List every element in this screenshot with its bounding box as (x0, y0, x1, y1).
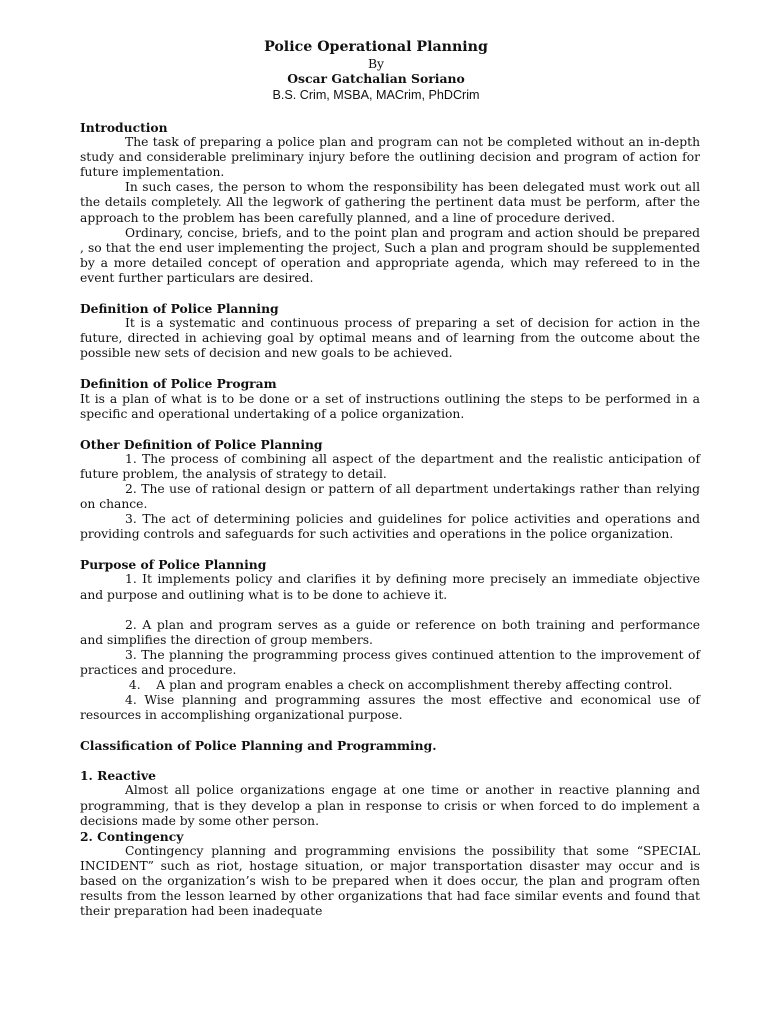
section-heading: Other Definition of Police Planning (80, 436, 323, 452)
paragraph: It is a plan of what is to be done or a set of instructions outlining the steps to be performed in a specific and operational undertaking of a police organization. (80, 391, 700, 421)
section-contingency (80, 829, 700, 920)
section-heading: 1. Reactive (80, 768, 156, 784)
section-heading: Classification of Police Planning and Programming. (80, 738, 437, 754)
list-item: 1. The process of combining all aspect of the department and the realistic anticipation of future problem, the analysis of strategy to detail. (80, 451, 700, 481)
section-heading: 2. Contingency (80, 828, 184, 844)
section-reactive (80, 768, 700, 828)
document-body (80, 120, 700, 919)
paragraph: It is a systematic and continuous process of preparing a set of decision for action in the future, directed in achieving goal by optimal means and of learning from the outcome about the possible new sets of decision and new goals to be achieved. (80, 316, 700, 361)
author-degrees: B.S. Crim, MSBA, MACrim, PhDCrim (272, 88, 480, 102)
list-item: 1. It implements policy and clarifies it by defining more precisely an immediate objective and purpose and outlining what is to be done to achieve it. (80, 572, 700, 602)
section-definition-planning (80, 301, 700, 361)
section-other-definition (80, 437, 700, 543)
byline-label: By (367, 56, 385, 71)
paragraph: In such cases, the person to whom the responsibility has been delegated must work out all the details completely. All the legwork of gathering the pertinent data must be perform, after the approach to the problem has been carefully planned, and a line of procedure derived. (80, 180, 700, 225)
list-item: 4. Wise planning and programming assures the most effective and economical use of resources in accomplishing organizational purpose. (80, 693, 700, 723)
paragraph: Almost all police organizations engage at one time or another in reactive planning and programming, that is they develop a plan in response to crisis or when forced to do implement a decisions made by some other person. (80, 783, 700, 828)
document-header (52, 38, 700, 103)
list-item: 2. The use of rational design or pattern of all department undertakings rather than relying on chance. (80, 481, 700, 512)
paragraph: Ordinary, concise, briefs, and to the point plan and program and action should be prepared , so that the end user implementing the project, Such a plan and program should be supplemented by a more detailed concept of operation and appropriate agenda, which may refereed to in the event further particulars are desired. (80, 225, 700, 285)
paragraph: Contingency planning and programming envisions the possibility that some “SPECIAL INCIDENT” such as riot, hostage situation, or major transportation disaster may occur and is based on the organization’s wish to be prepared when it does occur, the plan and program often results from the lesson learned by other organizations that had face similar events and found that their preparation had been inadequate (80, 843, 700, 919)
paragraph: The task of preparing a police plan and program can not be completed without an in-depth study and considerable preliminary injury before the outlining decision and program of action for future implementation. (80, 135, 700, 180)
list-item: 4. A plan and program enables a check on accomplishment thereby affecting control. (125, 678, 673, 692)
section-heading: Purpose of Police Planning (80, 557, 267, 573)
section-heading: Definition of Police Planning (80, 301, 279, 317)
section-heading: Introduction (80, 120, 168, 135)
section-classification (80, 738, 700, 753)
section-definition-program (80, 376, 700, 421)
section-purpose (80, 557, 700, 723)
list-item: 3. The act of determining policies and guidelines for police activities and operations and providing controls and safeguards for such activities and operations in the police organization. (80, 512, 700, 542)
list-item: 2. A plan and program serves as a guide or reference on both training and performance and simplifies the direction of group members. (80, 617, 700, 647)
document-title: Police Operational Planning (264, 39, 488, 55)
section-heading: Definition of Police Program (80, 376, 277, 392)
list-item: 3. The planning the programming process gives continued attention to the improvement of practices and procedure. (80, 647, 700, 677)
section-introduction (80, 120, 700, 286)
author-name: Oscar Gatchalian Soriano (287, 71, 465, 86)
